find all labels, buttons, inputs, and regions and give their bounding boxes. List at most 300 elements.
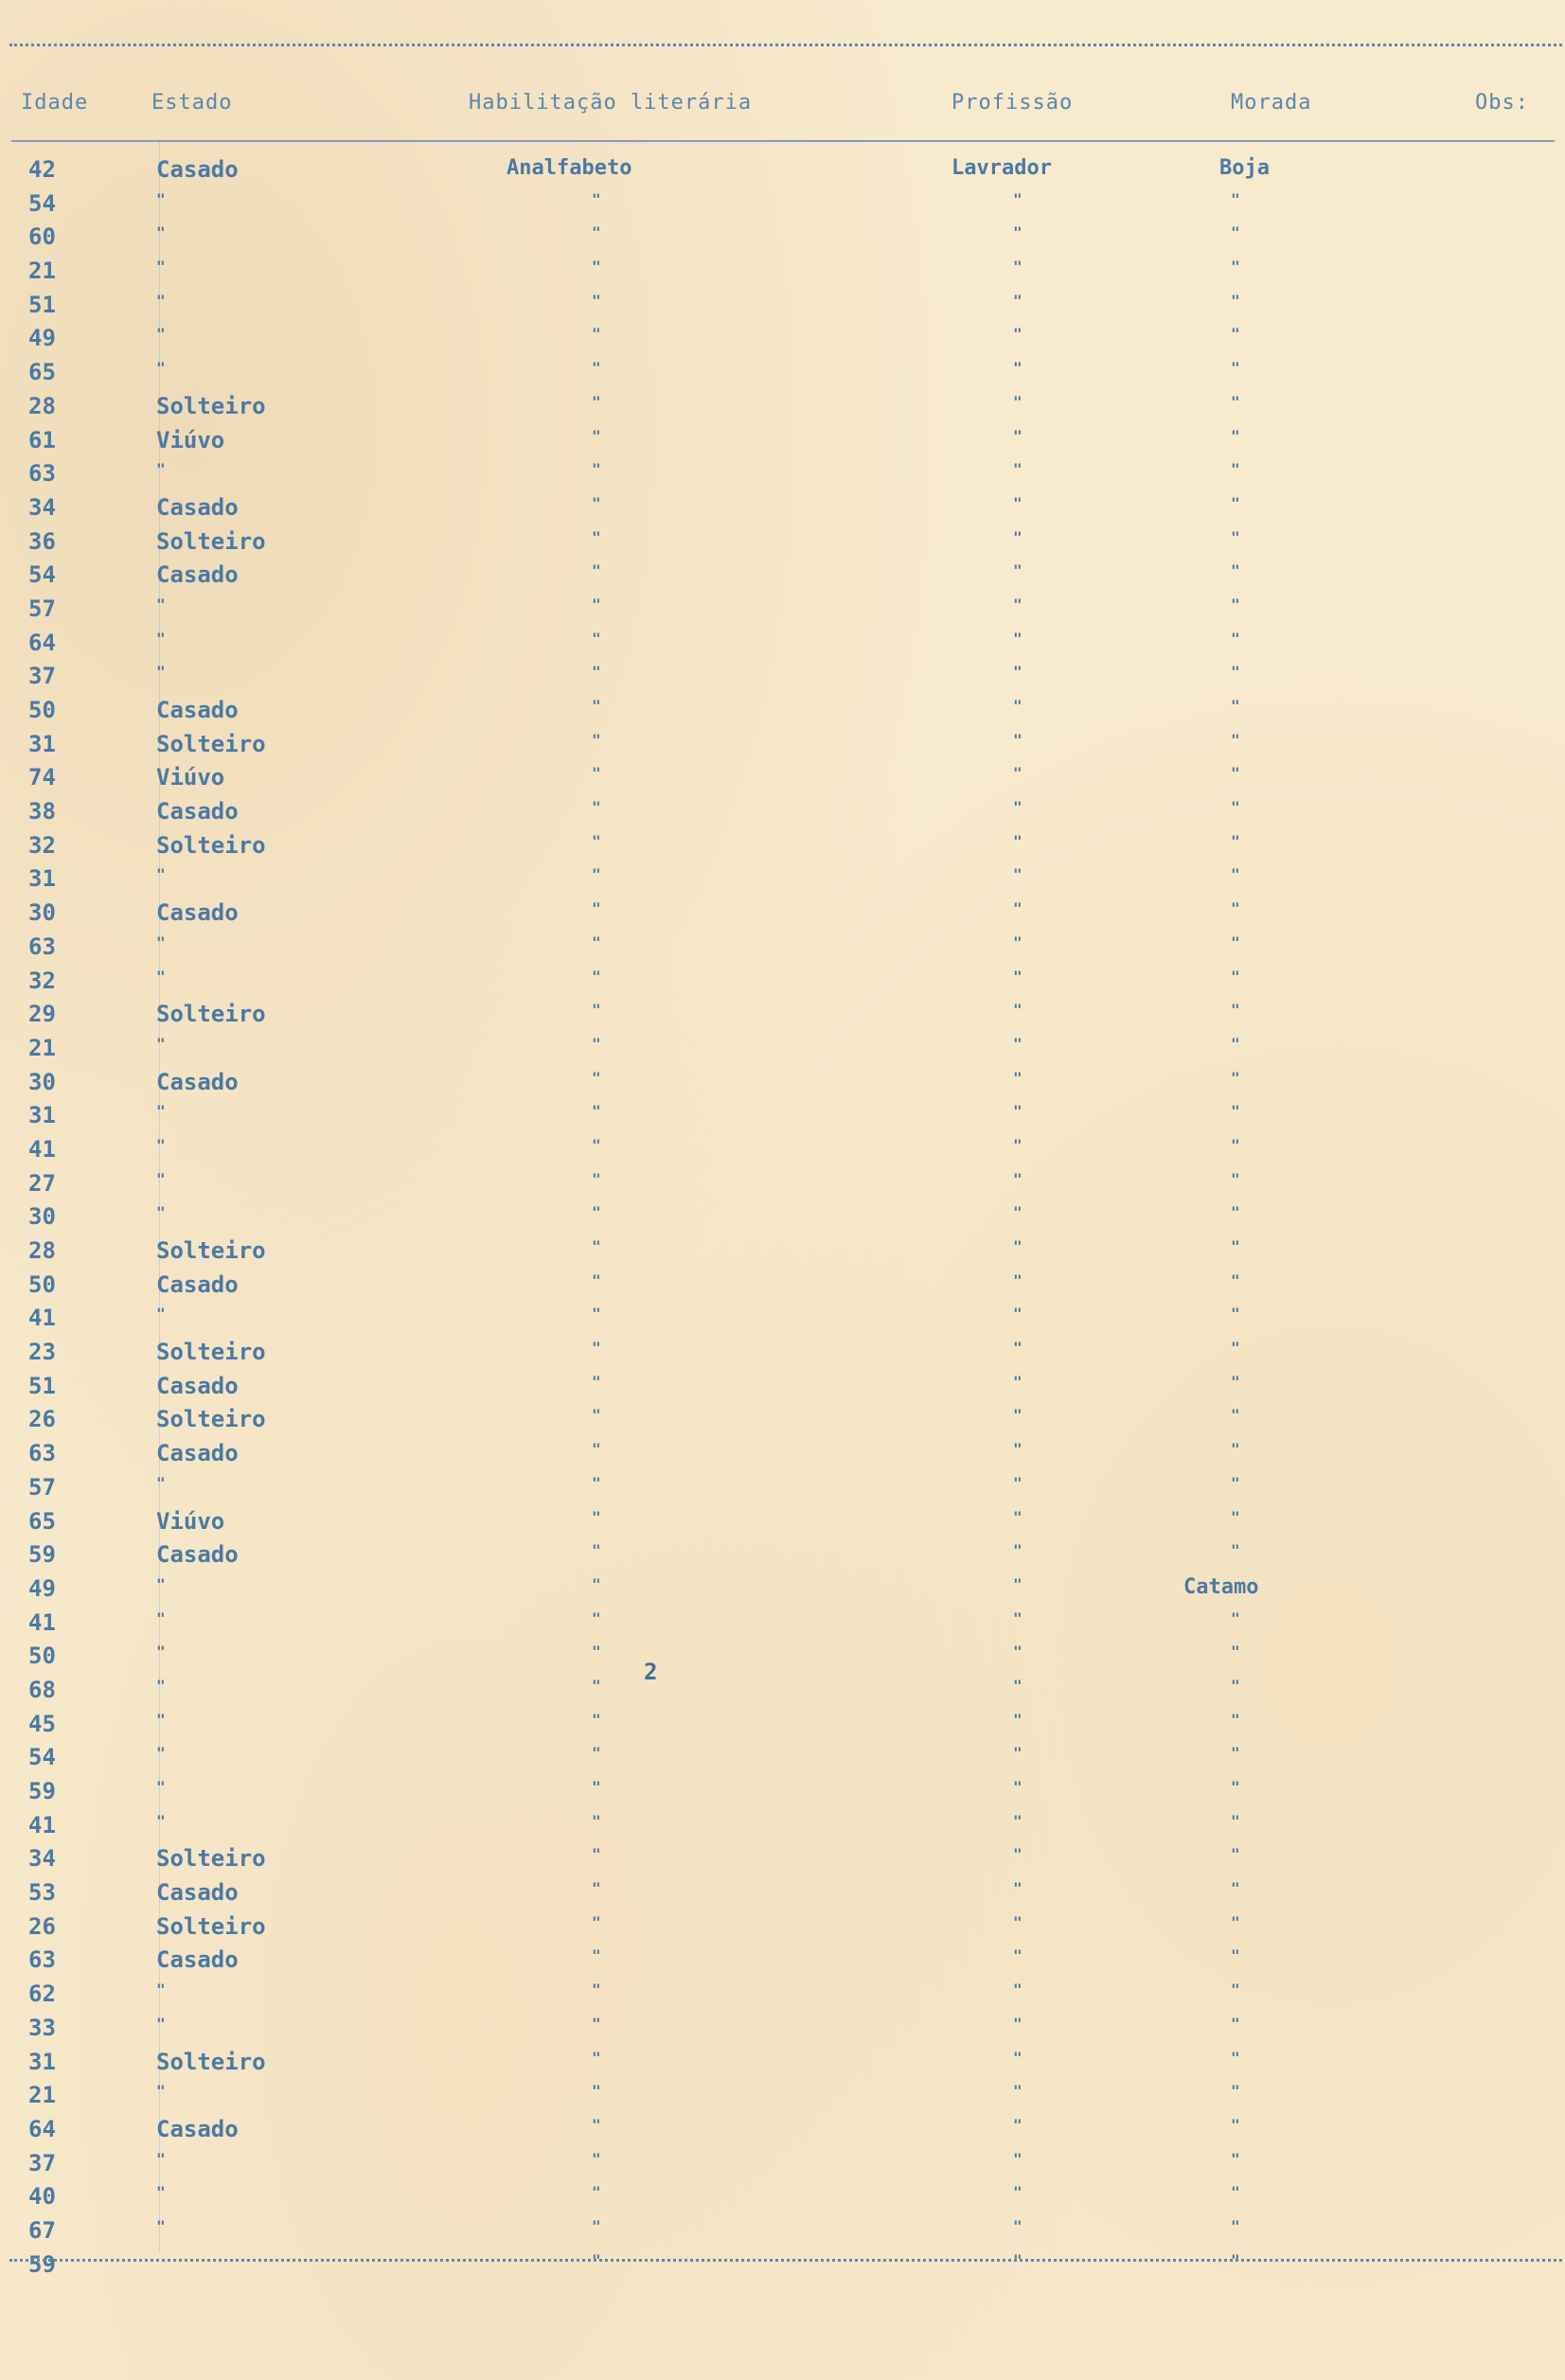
habilitacao-cell: " [592,527,601,546]
morada-cell: " [1231,392,1240,411]
table-row [0,2082,1565,2116]
estado-cell: " [156,1034,166,1053]
age-cell: 68 [28,1676,56,1703]
table-row [0,1980,1565,2015]
estado-cell: Casado [156,1068,239,1095]
morada-cell: " [1231,1744,1240,1763]
estado-cell: " [156,1169,166,1188]
age-cell: 65 [28,359,56,386]
profissao-cell: " [1013,1339,1023,1358]
table-row [0,1136,1565,1170]
estado-cell: " [156,223,166,242]
profissao-cell: " [1013,1372,1023,1391]
profissao-cell: " [1013,1102,1023,1121]
age-cell: 51 [28,1372,56,1399]
morada-cell: " [1231,2149,1240,2168]
habilitacao-cell: " [592,2183,601,2202]
profissao-cell: " [1013,291,1023,310]
morada-cell: " [1231,899,1240,918]
habilitacao-cell: " [592,1946,601,1965]
habilitacao-cell: " [592,1574,601,1593]
profissao-cell: " [1013,1305,1023,1323]
estado-cell: " [156,1744,166,1763]
estado-cell: " [156,1980,166,1999]
table-row [0,258,1565,292]
table-row [0,190,1565,224]
estado-cell: " [156,1608,166,1627]
estado-cell: " [156,1135,166,1154]
estado-cell: " [156,325,166,344]
estado-cell: Casado [156,2115,239,2142]
header-habilitacao: Habilitação literária [469,91,753,115]
profissao-cell: " [1013,1643,1023,1661]
estado-cell: " [156,189,166,208]
estado-cell: " [156,291,166,310]
profissao-cell: " [1013,1541,1023,1560]
age-cell: 21 [28,1034,56,1061]
age-cell: 65 [28,1507,56,1535]
estado-cell: " [156,1643,166,1661]
profissao-cell: " [1013,764,1023,783]
morada-cell: " [1231,1507,1240,1526]
habilitacao-cell: " [592,1608,601,1627]
profissao-cell: " [1013,595,1023,613]
age-cell: 50 [28,1643,56,1670]
estado-cell: Casado [156,1946,239,1974]
profissao-cell: " [1013,1946,1023,1965]
estado-cell: " [156,595,166,613]
age-cell: 30 [28,1068,56,1095]
habilitacao-cell: " [592,1237,601,1255]
age-cell: 51 [28,291,56,318]
table-row [0,764,1565,798]
table-row [0,561,1565,595]
habilitacao-cell: " [592,899,601,918]
table-row [0,460,1565,494]
morada-cell: " [1231,967,1240,986]
morada-cell: " [1231,1778,1240,1796]
table-row [0,1609,1565,1643]
morada-cell: " [1231,1676,1240,1695]
age-cell: 31 [28,1102,56,1129]
table-row [0,933,1565,968]
estado-cell: Casado [156,1440,239,1467]
profissao-cell: " [1013,359,1023,378]
age-cell: 27 [28,1169,56,1197]
estado-cell: " [156,1574,166,1593]
age-cell: 63 [28,460,56,488]
habilitacao-cell: " [592,595,601,613]
habilitacao-cell: " [592,764,601,783]
age-cell: 30 [28,899,56,927]
morada-cell: " [1231,258,1240,276]
table-row [0,2251,1565,2285]
table-row [0,292,1565,326]
habilitacao-cell: " [592,223,601,242]
table-row [0,1440,1565,1474]
morada-cell: " [1231,1068,1240,1087]
estado-cell: " [156,359,166,378]
age-cell: 54 [28,561,56,589]
estado-cell: " [156,1710,166,1729]
habilitacao-cell: " [592,1507,601,1526]
profissao-cell: " [1013,865,1023,884]
profissao-cell: " [1013,527,1023,546]
table-row [0,1541,1565,1575]
profissao-cell: " [1013,1879,1023,1898]
profissao-cell: " [1013,2048,1023,2067]
estado-cell: Casado [156,697,239,723]
profissao-cell: " [1013,426,1023,445]
age-cell: 42 [28,156,56,183]
estado-cell: Casado [156,1372,239,1399]
estado-cell: Casado [156,899,239,927]
morada-cell: " [1231,595,1240,613]
age-cell: 29 [28,1001,56,1028]
estado-cell: Casado [156,1541,239,1569]
estado-cell: Viúvo [156,764,225,791]
morada-cell: " [1231,697,1240,715]
age-cell: 61 [28,426,56,453]
age-cell: 41 [28,1811,56,1838]
estado-cell: Solteiro [156,392,266,419]
age-cell: 21 [28,258,56,285]
profissao-cell: " [1013,2115,1023,2134]
age-cell: 31 [28,730,56,757]
profissao-cell: " [1013,1710,1023,1729]
morada-cell: " [1231,2183,1240,2202]
estado-cell: Casado [156,156,239,183]
estado-cell: Casado [156,1879,239,1907]
habilitacao-cell: " [592,1372,601,1391]
age-cell: 37 [28,663,56,690]
habilitacao-cell: " [592,1068,601,1087]
morada-cell: " [1231,359,1240,378]
habilitacao-cell: " [592,629,601,648]
table-row [0,1373,1565,1407]
estado-cell: Solteiro [156,730,266,757]
profissao-cell: " [1013,1270,1023,1289]
profissao-cell: " [1013,1473,1023,1492]
table-row [0,1305,1565,1339]
morada-cell: " [1231,189,1240,208]
profissao-cell: " [1013,1001,1023,1020]
profissao-cell: " [1013,1778,1023,1796]
habilitacao-cell: " [592,359,601,378]
table-row [0,494,1565,528]
morada-cell: " [1231,730,1240,749]
header-morada: Morada [1231,91,1312,115]
estado-cell: Viúvo [156,426,225,453]
habilitacao-cell: " [592,493,601,512]
habilitacao-cell: " [592,697,601,715]
morada-cell: " [1231,1946,1240,1965]
profissao-cell: " [1013,1845,1023,1864]
page-number: 2 [644,1659,658,1685]
table-row [0,1744,1565,1778]
estado-cell: " [156,663,166,682]
habilitacao-cell: " [592,1744,601,1763]
habilitacao-cell: " [592,1169,601,1188]
profissao-cell: " [1013,1507,1023,1526]
morada-cell: " [1231,1608,1240,1627]
morada-cell: " [1231,2048,1240,2067]
header-profissao: Profissão [951,91,1074,115]
table-row [0,359,1565,393]
estado-cell: Solteiro [156,1001,266,1028]
age-cell: 64 [28,629,56,656]
profissao-cell: " [1013,2149,1023,2168]
age-cell: 34 [28,1845,56,1873]
estado-cell: " [156,2149,166,2168]
estado-cell: Viúvo [156,1507,225,1535]
profissao-cell: " [1013,493,1023,512]
header-estado: Estado [151,91,233,115]
habilitacao-cell: " [592,1270,601,1289]
morada-cell: " [1231,932,1240,951]
morada-cell: " [1231,865,1240,884]
profissao-cell: " [1013,561,1023,580]
table-row [0,731,1565,765]
table-row [0,1508,1565,1542]
morada-cell: " [1231,2216,1240,2235]
table-row [0,798,1565,832]
age-cell: 50 [28,697,56,723]
profissao-cell: " [1013,1912,1023,1931]
morada-cell: " [1231,1912,1240,1931]
table-row [0,156,1565,190]
morada-cell: Catamo [1183,1574,1259,1599]
habilitacao-cell: " [592,1643,601,1661]
table-row [0,968,1565,1002]
habilitacao-cell: " [592,2216,601,2235]
table-row [0,528,1565,562]
profissao-cell: " [1013,730,1023,749]
table-row [0,2217,1565,2251]
age-cell: 41 [28,1135,56,1163]
age-cell: 59 [28,2250,56,2278]
age-cell: 37 [28,2149,56,2176]
habilitacao-cell: " [592,831,601,850]
profissao-cell: " [1013,697,1023,715]
table-row [0,2150,1565,2184]
morada-cell: " [1231,831,1240,850]
age-cell: 54 [28,189,56,217]
table-row [0,1879,1565,1913]
profissao-cell: " [1013,831,1023,850]
estado-cell: " [156,865,166,884]
profissao-cell: " [1013,1744,1023,1763]
table-row [0,325,1565,359]
habilitacao-cell: " [592,1778,601,1796]
table-row [0,2183,1565,2217]
estado-cell: " [156,460,166,479]
table-row [0,1237,1565,1271]
table-row [0,1102,1565,1136]
habilitacao-cell: " [592,730,601,749]
morada-cell: " [1231,527,1240,546]
profissao-cell: " [1013,1980,1023,1999]
estado-cell: Solteiro [156,1237,266,1264]
habilitacao-cell: " [592,2082,601,2101]
morada-cell: " [1231,291,1240,310]
habilitacao-cell: " [592,932,601,951]
age-cell: 67 [28,2216,56,2244]
estado-cell: " [156,2014,166,2033]
age-cell: 26 [28,1406,56,1433]
age-cell: 50 [28,1270,56,1298]
table-row [0,630,1565,664]
table-row [0,1069,1565,1103]
morada-cell: " [1231,2014,1240,2033]
age-cell: 40 [28,2183,56,2211]
estado-cell: " [156,2082,166,2101]
age-cell: 28 [28,1237,56,1264]
morada-cell: " [1231,764,1240,783]
habilitacao-cell: " [592,1879,601,1898]
habilitacao-cell: " [592,1440,601,1459]
table-row [0,2015,1565,2049]
estado-cell: Casado [156,1270,239,1298]
habilitacao-cell: " [592,1676,601,1695]
estado-cell: Casado [156,798,239,826]
table-row [0,1406,1565,1440]
estado-cell: Solteiro [156,1912,266,1940]
profissao-cell: " [1013,2014,1023,2033]
morada-cell: " [1231,798,1240,817]
morada-cell: " [1231,1001,1240,1020]
age-cell: 28 [28,392,56,419]
morada-cell: " [1231,2082,1240,2101]
morada-cell: " [1231,1135,1240,1154]
profissao-cell: " [1013,460,1023,479]
header-obs: Obs: [1475,91,1529,115]
morada-cell: " [1231,1169,1240,1188]
morada-cell: " [1231,1203,1240,1222]
profissao-cell: " [1013,1034,1023,1053]
estado-cell: " [156,1676,166,1695]
age-cell: 57 [28,1473,56,1501]
profissao-cell: " [1013,2250,1023,2269]
morada-cell: " [1231,426,1240,445]
profissao-cell: " [1013,1574,1023,1593]
table-row [0,1711,1565,1745]
age-cell: 36 [28,527,56,555]
morada-cell: " [1231,1980,1240,1999]
habilitacao-cell: " [592,967,601,986]
habilitacao-cell: " [592,1001,601,1020]
age-cell: 62 [28,1980,56,2008]
morada-cell: " [1231,1710,1240,1729]
estado-cell: " [156,1305,166,1323]
table-row [0,1271,1565,1305]
table-row [0,1812,1565,1846]
age-cell: 26 [28,1912,56,1940]
table-row [0,2049,1565,2083]
table-row [0,1677,1565,1711]
morada-cell: " [1231,1270,1240,1289]
habilitacao-cell: " [592,865,601,884]
morada-cell: " [1231,1305,1240,1323]
estado-cell: Solteiro [156,1845,266,1873]
table-row [0,1643,1565,1677]
profissao-cell: " [1013,1203,1023,1222]
table-row [0,1778,1565,1812]
bottom-dotted-rule [9,2259,1562,2262]
table-row [0,1035,1565,1069]
table-row [0,1474,1565,1508]
morada-cell: " [1231,1406,1240,1425]
table-row [0,1913,1565,1947]
age-cell: 31 [28,865,56,893]
table-row [0,393,1565,427]
morada-cell: " [1231,1541,1240,1560]
age-cell: 59 [28,1778,56,1804]
morada-cell: " [1231,2250,1240,2269]
morada-cell: " [1231,1845,1240,1864]
table-row [0,1339,1565,1373]
morada-cell: " [1231,223,1240,242]
estado-cell: Solteiro [156,527,266,555]
profissao-cell: " [1013,1608,1023,1627]
morada-cell: " [1231,1811,1240,1830]
age-cell: 32 [28,967,56,994]
profissao-cell: " [1013,1237,1023,1255]
age-cell: 57 [28,595,56,622]
age-cell: 63 [28,1440,56,1467]
estado-cell: " [156,1811,166,1830]
morada-cell: Boja [1219,156,1270,180]
estado-cell: " [156,1102,166,1121]
age-cell: 54 [28,1744,56,1771]
habilitacao-cell: " [592,1541,601,1560]
profissao-cell: " [1013,2216,1023,2235]
estado-cell: Solteiro [156,2048,266,2075]
age-cell: 41 [28,1305,56,1332]
profissao-cell: " [1013,189,1023,208]
estado-cell: Solteiro [156,831,266,859]
morada-cell: " [1231,1034,1240,1053]
habilitacao-cell: " [592,2014,601,2033]
profissao-cell: " [1013,932,1023,951]
habilitacao-cell: " [592,2149,601,2168]
age-cell: 60 [28,223,56,251]
estado-cell: " [156,1203,166,1222]
profissao-cell: " [1013,967,1023,986]
estado-cell: " [156,967,166,986]
profissao-cell: " [1013,223,1023,242]
estado-cell: " [156,2183,166,2202]
table-row [0,223,1565,258]
profissao-cell: " [1013,325,1023,344]
profissao-cell: " [1013,2082,1023,2101]
morada-cell: " [1231,1237,1240,1255]
age-cell: 64 [28,2115,56,2142]
morada-cell: " [1231,1440,1240,1459]
profissao-cell: " [1013,1135,1023,1154]
habilitacao-cell: " [592,2115,601,2134]
morada-cell: " [1231,493,1240,512]
profissao-cell: " [1013,1169,1023,1188]
age-cell: 33 [28,2014,56,2041]
profissao-cell: Lavrador [951,156,1052,180]
habilitacao-cell: " [592,1034,601,1053]
profissao-cell: " [1013,663,1023,682]
habilitacao-cell: " [592,426,601,445]
table-row [0,2116,1565,2150]
profissao-cell: " [1013,258,1023,276]
morada-cell: " [1231,1643,1240,1661]
